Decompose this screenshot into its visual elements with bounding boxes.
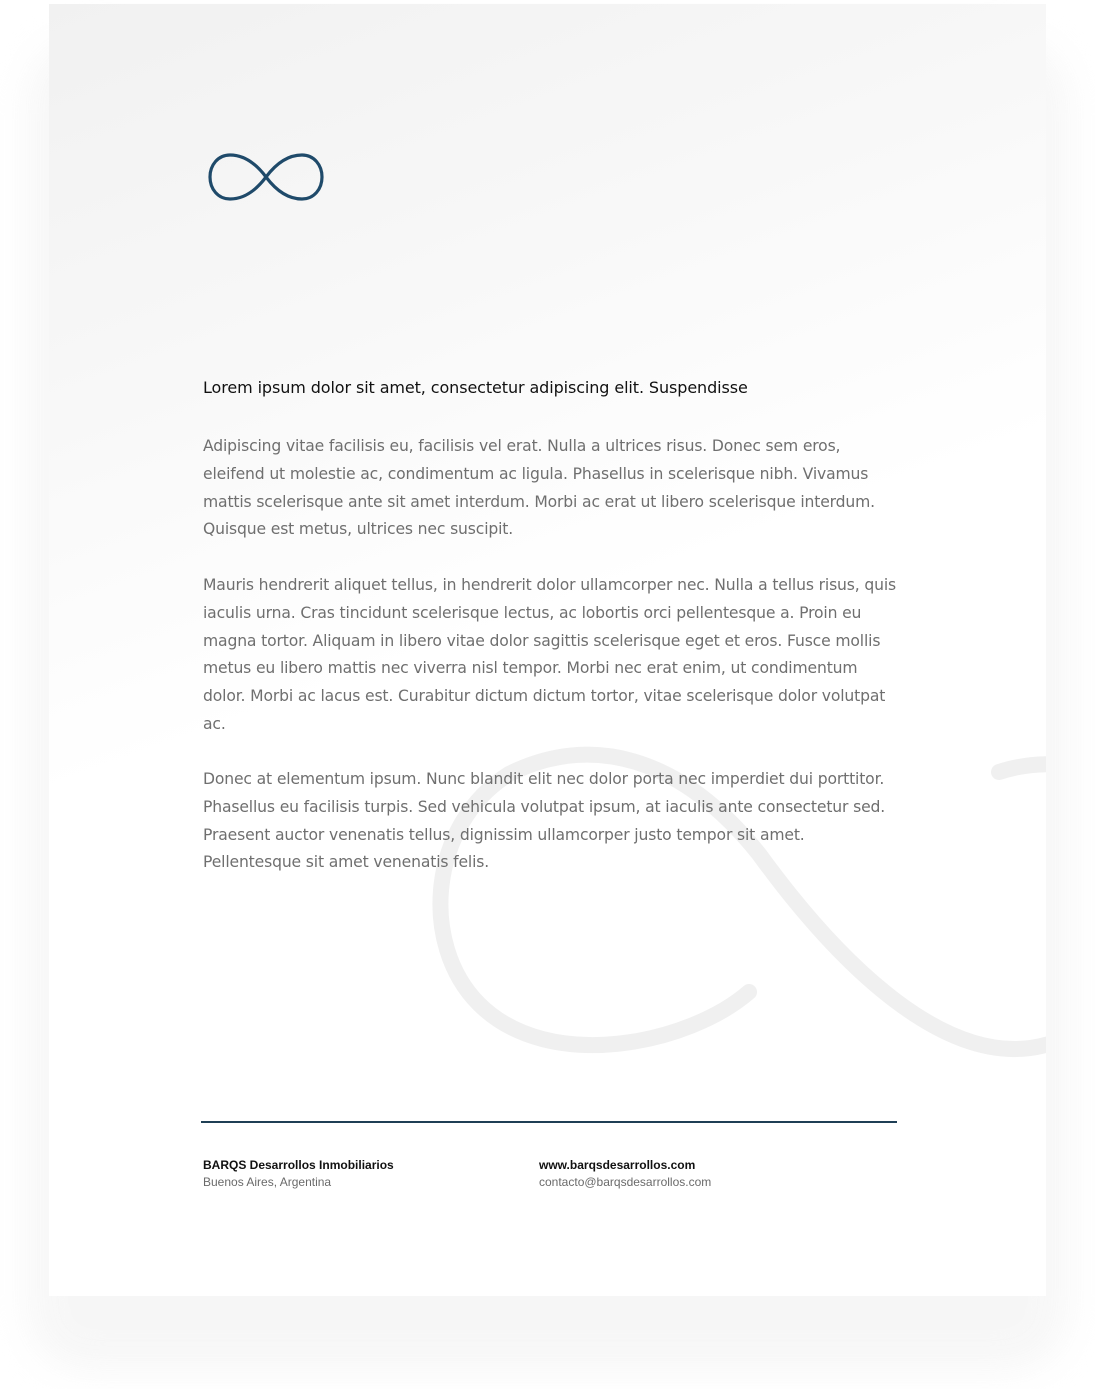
letterhead-page [49,4,1046,1296]
company-location: Buenos Aires, Argentina [203,1175,332,1189]
email-link[interactable]: contacto@barqsdesarrollos.com [539,1175,712,1189]
body-paragraph-3: Donec at elementum ipsum. Nunc blandit elit nec dolor porta nec imperdiet dui porttitor. Phasellus eu facilisis turpis. Sed vehicula volutpat ipsum, at iaculis ante consectetur sed. Praesent auctor venenatis tellus, dignissim ullamcorper justo tempor sit amet. Pellentesque sit amet venenatis felis. [203,770,886,872]
footer-contact-block [539,1157,711,1191]
company-name: BARQS Desarrollos Inmobiliarios [203,1158,394,1172]
document-heading: Lorem ipsum dolor sit amet, consectetur adipiscing elit. Suspendisse [203,378,748,397]
infinity-icon [206,149,326,205]
footer-divider [201,1121,897,1123]
website-link[interactable]: www.barqsdesarrollos.com [539,1158,696,1172]
body-paragraph-2: Mauris hendrerit aliquet tellus, in hendrerit dolor ullamcorper nec. Nulla a tellus risus, quis iaculis urna. Cras tincidunt scelerisque lectus, ac lobortis orci pellentesque a. Proin eu magna tortor. Aliquam in libero vitae dolor sagittis scelerisque eget et eros. Fusce mollis metus eu libero mattis nec viverra nisl tempor. Morbi nec erat enim, ut condimentum dolor. Morbi ac lacus est. Curabitur dictum dictum tortor, vitae scelerisque dolor volutpat ac. [203,576,896,733]
footer-company-block [203,1157,394,1191]
body-paragraph-1: Adipiscing vitae facilisis eu, facilisis vel erat. Nulla a ultrices risus. Donec sem eros, eleifend ut molestie ac, condimentum ac ligula. Phasellus in scelerisque nibh. Vivamus mattis scelerisque ante sit amet interdum. Morbi ac erat ut libero scelerisque interdum. Quisque est metus, ultrices nec suscipit. [203,437,875,539]
